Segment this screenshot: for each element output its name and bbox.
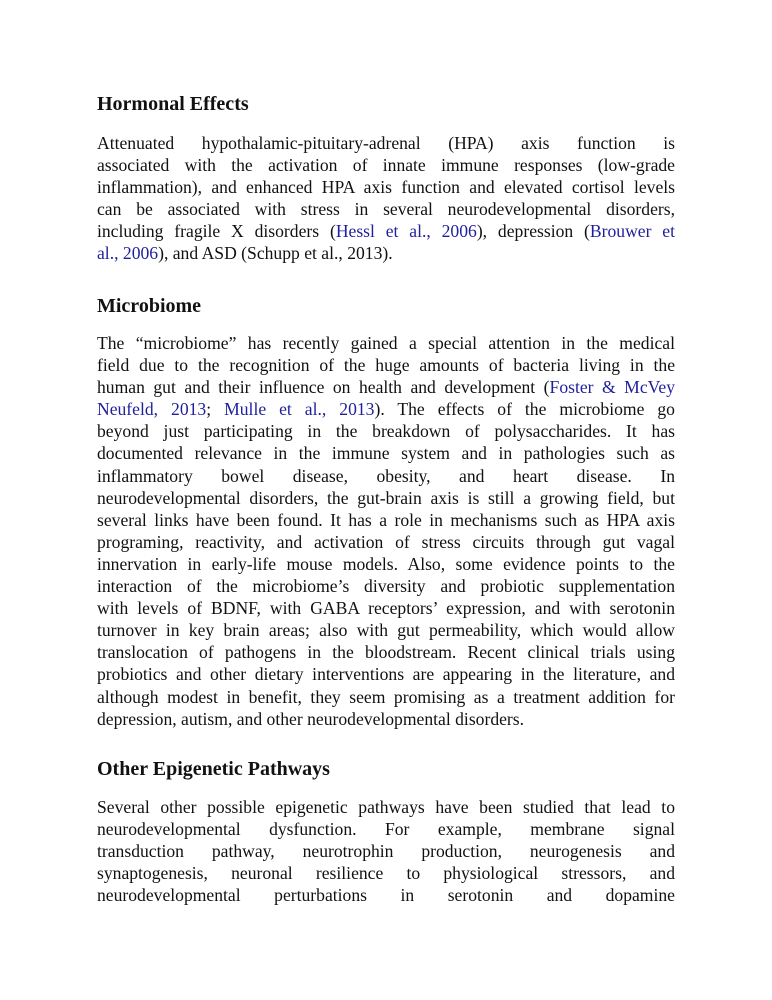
text-run: with levels of BDNF, with GABA receptors’ expression, and with serotonin xyxy=(97,598,675,619)
paragraph-line xyxy=(97,154,675,176)
paragraph-hormonal-effects xyxy=(97,132,675,265)
paragraph-line xyxy=(97,686,675,708)
text-run: translocation of pathogens in the bloodstream. Recent clinical trials using xyxy=(97,642,675,663)
section-heading-hormonal-effects: Hormonal Effects xyxy=(97,93,249,115)
text-run: field due to the recognition of the huge amounts of bacteria living in the xyxy=(97,355,675,376)
section-heading-other-epigenetic-pathways: Other Epigenetic Pathways xyxy=(97,758,330,780)
citation-link[interactable]: al., 2006 xyxy=(97,243,159,264)
paragraph-line xyxy=(97,376,675,398)
citation-link[interactable]: Hessl et al., 2006 xyxy=(335,221,477,242)
text-run: turnover in key brain areas; also with gut permeability, which would allow xyxy=(97,620,675,641)
paragraph-line xyxy=(97,487,675,509)
text-run: associated with the activation of innate immune responses (low-grade xyxy=(97,155,675,176)
paragraph-line xyxy=(97,884,675,906)
citation-link[interactable]: Foster & McVey xyxy=(549,377,675,398)
paragraph-line xyxy=(97,398,675,420)
paragraph-line xyxy=(97,220,675,242)
text-run: although modest in benefit, they seem promising as a treatment addition for xyxy=(97,686,675,707)
citation-link[interactable]: Mulle et al., 2013 xyxy=(224,399,375,420)
paragraph-line xyxy=(97,619,675,641)
text-run: neurodevelopmental disorders, the gut-brain axis is still a growing field, but xyxy=(97,487,675,508)
citation-link[interactable]: Neufeld, 2013 xyxy=(97,399,207,420)
paragraph-line xyxy=(97,198,675,220)
text-run: Attenuated hypothalamic-pituitary-adrenal (HPA) axis function is xyxy=(97,133,675,153)
text-run: programing, reactivity, and activation of stress circuits through gut vagal xyxy=(97,531,675,552)
paragraph-line xyxy=(97,708,675,730)
paragraph-line xyxy=(97,796,675,818)
text-run: inflammatory bowel disease, obesity, and heart disease. In xyxy=(97,465,675,486)
text-run: Several other possible epigenetic pathways have been studied that lead to xyxy=(97,797,675,817)
text-run: The “microbiome” has recently gained a special attention in the medical xyxy=(97,333,675,353)
text-run: documented relevance in the immune system and in pathologies such as xyxy=(97,443,675,464)
paragraph-line xyxy=(97,553,675,575)
text-run: several links have been found. It has a role in mechanisms such as HPA axis xyxy=(97,509,675,530)
paragraph-other-epigenetic-pathways xyxy=(97,796,675,906)
paragraph-line xyxy=(97,465,675,487)
text-run: transduction pathway, neurotrophin production, neurogenesis and xyxy=(97,841,675,862)
paragraph-microbiome xyxy=(97,332,675,730)
text-run: depression, autism, and other neurodevelopmental disorders. xyxy=(97,708,525,729)
paragraph-line xyxy=(97,575,675,597)
paragraph-line xyxy=(97,641,675,663)
paragraph-line xyxy=(97,132,675,154)
text-run: human gut and their influence on health and development ( xyxy=(97,377,550,398)
text-run: beyond just participating in the breakdown of polysaccharides. It has xyxy=(97,421,675,442)
paragraph-line xyxy=(97,332,675,354)
text-run: inflammation), and enhanced HPA axis function and elevated cortisol levels xyxy=(97,177,675,198)
paragraph-line xyxy=(97,663,675,685)
text-run: neurodevelopmental perturbations in serotonin and dopamine xyxy=(97,885,675,906)
text-run: innervation in early-life mouse models. Also, some evidence points to the xyxy=(97,553,675,574)
paragraph-line xyxy=(97,420,675,442)
text-run: can be associated with stress in several neurodevelopmental disorders, xyxy=(97,199,675,220)
paragraph-line xyxy=(97,818,675,840)
citation-link[interactable]: Brouwer et xyxy=(589,221,675,242)
text-run: probiotics and other dietary interventions are appearing in the literature, and xyxy=(97,664,675,685)
text-run: interaction of the microbiome’s diversity and probiotic supplementation xyxy=(97,576,675,597)
paragraph-line xyxy=(97,840,675,862)
text-run: neurodevelopmental dysfunction. For example, membrane signal xyxy=(97,819,675,840)
paragraph-line xyxy=(97,354,675,376)
paragraph-line xyxy=(97,176,675,198)
paragraph-line xyxy=(97,597,675,619)
section-heading-microbiome: Microbiome xyxy=(97,295,202,317)
text-run: ), depression ( xyxy=(476,221,590,242)
text-run: including fragile X disorders ( xyxy=(97,221,336,242)
text-run: ). The effects of the microbiome go xyxy=(374,399,675,420)
paragraph-line xyxy=(97,862,675,884)
text-run: ; xyxy=(206,399,225,420)
paragraph-line xyxy=(97,531,675,553)
text-run: ), and ASD (Schupp et al., 2013). xyxy=(158,243,393,264)
paragraph-line xyxy=(97,442,675,464)
paragraph-line xyxy=(97,242,675,264)
paragraph-line xyxy=(97,509,675,531)
text-run: synaptogenesis, neuronal resilience to physiological stressors, and xyxy=(97,863,675,884)
